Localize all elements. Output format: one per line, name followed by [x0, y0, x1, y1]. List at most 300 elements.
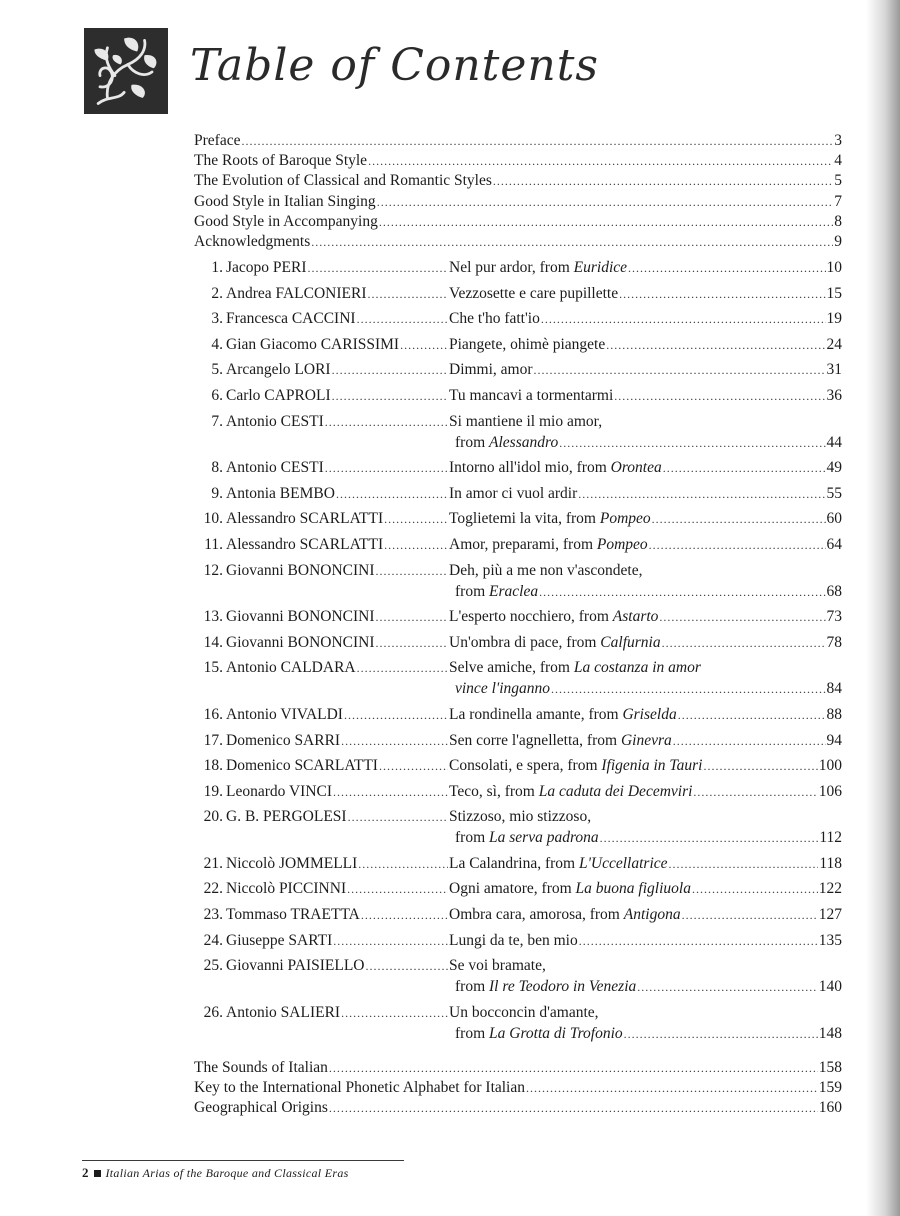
aria-title [449, 730, 672, 751]
aria-number: 16. [203, 705, 223, 723]
entry-label: Key to the International Phonetic Alphabet for Italian [194, 1079, 525, 1097]
aria-number: 19. [203, 782, 223, 800]
back-matter-list [194, 1058, 842, 1119]
aria-title [449, 508, 651, 529]
composer-name: Domenico SCARLATTI [226, 757, 378, 775]
entry-page: 159 [818, 1079, 842, 1097]
aria-title [449, 457, 662, 478]
dot-leader [606, 335, 825, 356]
aria-source-opera: Eraclea [489, 582, 539, 600]
composer-cell [226, 534, 449, 556]
aria-number: 22. [203, 880, 223, 898]
composer-name: Antonio VIVALDI [226, 705, 343, 723]
composer-name: Giovanni BONONCINI [226, 608, 375, 626]
aria-title-text: La Calandrina, from [449, 854, 579, 872]
composer-name: Alessandro SCARLATTI [226, 535, 384, 553]
composer-cell [226, 283, 449, 305]
aria-source-opera: vince l'inganno [455, 680, 550, 698]
aria-entry[interactable] [194, 560, 842, 602]
dot-leader [579, 931, 818, 952]
aria-title-text: Un bocconcin d'amante, [449, 1003, 599, 1021]
dot-leader [384, 509, 448, 530]
aria-entry[interactable] [194, 411, 842, 453]
aria-source-opera: La Grotta di Trofonio [489, 1024, 623, 1042]
dot-leader [341, 1003, 448, 1024]
aria-entry[interactable] [194, 930, 842, 951]
aria-number: 12. [203, 561, 223, 579]
dot-leader [682, 905, 818, 926]
aria-entry[interactable] [194, 632, 842, 653]
aria-number: 1. [211, 259, 223, 276]
composer-name: Antonio CESTI [226, 412, 324, 430]
aria-entry[interactable] [194, 334, 842, 355]
entry-page: 9 [834, 232, 842, 250]
dot-leader [357, 309, 448, 330]
toc-entry-good-style-singing[interactable] [194, 192, 842, 212]
aria-number: 2. [211, 284, 223, 302]
aria-title-text: Sen corre l'agnelletta, from [449, 731, 621, 749]
aria-page: 100 [818, 757, 842, 775]
aria-entry[interactable] [194, 904, 842, 925]
composer-cell [226, 704, 449, 726]
aria-title [449, 560, 642, 581]
entry-page: 3 [834, 132, 842, 149]
aria-number: 8. [211, 459, 223, 477]
aria-title-text: Un'ombra di pace, from [449, 633, 601, 651]
aria-title-cell [449, 955, 842, 976]
dot-leader [600, 828, 819, 849]
dot-leader [344, 705, 448, 726]
dot-leader [637, 977, 817, 998]
aria-title-text: L'esperto nocchiero, from [449, 608, 613, 626]
aria-source-opera: Orontea [610, 459, 662, 477]
dot-leader [551, 679, 826, 700]
aria-title-cell [449, 755, 842, 777]
aria-source-opera: Antigona [623, 906, 681, 924]
entry-page: 8 [834, 212, 842, 230]
dot-leader [336, 484, 448, 505]
aria-number: 25. [203, 957, 223, 975]
aria-number: 13. [203, 608, 223, 626]
aria-page: 60 [826, 510, 842, 528]
aria-title-text: Lungi da te, ben mio [449, 931, 578, 949]
footer-page-number: 2 [82, 1165, 89, 1180]
composer-name: Niccolò JOMMELLI [226, 854, 358, 872]
aria-title-text: Si mantiene il mio amor, [449, 412, 603, 430]
dot-leader [649, 535, 826, 556]
dot-leader [541, 309, 826, 330]
composer-cell [226, 930, 449, 952]
ornament-logo [84, 28, 168, 114]
aria-title-text: Amor, preparami, from [449, 535, 597, 553]
aria-number: 10. [203, 510, 223, 528]
aria-entry[interactable] [194, 308, 842, 329]
aria-title-text: Stizzoso, mio stizzoso, [449, 808, 592, 826]
dot-leader [325, 458, 448, 479]
aria-source-opera: Ginevra [620, 731, 672, 749]
aria-source-opera: Astarto [612, 608, 659, 626]
dot-leader [614, 386, 825, 407]
aria-title [449, 385, 613, 406]
aria-entry[interactable] [194, 483, 842, 504]
front-matter-list [194, 131, 842, 252]
aria-title-text: Vezzosette e care pupillette [449, 284, 619, 302]
aria-title [449, 657, 701, 678]
dot-leader [333, 782, 448, 803]
aria-title-continuation [455, 678, 842, 700]
composer-name: Alessandro SCARLATTI [226, 510, 384, 528]
aria-title-cell [449, 853, 842, 875]
aria-entry[interactable] [194, 508, 842, 529]
aria-source-opera: La buona figliuola [575, 880, 691, 898]
entry-page: 7 [834, 192, 842, 210]
aria-page: 106 [818, 782, 842, 800]
dot-leader [379, 756, 448, 777]
aria-title-cont [455, 432, 558, 453]
aria-title-cell [449, 385, 842, 407]
aria-source-opera: La costanza in amor [573, 659, 701, 677]
aria-title-continuation [455, 827, 842, 849]
aria-title [449, 359, 533, 380]
composer-cell [226, 457, 449, 479]
aria-source-opera: Ifigenia in Tauri [601, 757, 703, 775]
composer-name: Antonia BEMBO [226, 484, 335, 502]
composer-name: Arcangelo LORI [226, 361, 331, 379]
aria-page: 122 [818, 880, 842, 898]
aria-entry[interactable] [194, 385, 842, 406]
aria-title-cont [455, 1023, 623, 1044]
aria-title [449, 483, 577, 504]
toc-entry-good-style-accompanying[interactable] [194, 212, 842, 232]
composer-name: Giuseppe SARTI [226, 931, 333, 949]
aria-number: 26. [203, 1003, 223, 1021]
dot-leader [526, 1078, 818, 1098]
aria-title-cont [455, 827, 599, 848]
entry-label: Good Style in Accompanying [194, 212, 378, 230]
aria-list [194, 257, 842, 1048]
aria-number: 17. [203, 731, 223, 749]
scan-edge-shadow [866, 0, 900, 1216]
aria-page: 118 [819, 854, 842, 872]
footer-book-title: Italian Arias of the Baroque and Classical Eras [105, 1165, 349, 1180]
aria-title-cell [449, 930, 842, 952]
aria-title-cell [449, 334, 842, 356]
dot-leader [534, 360, 826, 381]
aria-number: 18. [203, 757, 223, 775]
aria-title-cell [449, 457, 842, 479]
aria-source-opera: La serva padrona [489, 829, 599, 847]
aria-number: 21. [203, 854, 223, 872]
dot-leader [703, 756, 817, 777]
dot-leader [341, 731, 448, 752]
entry-label: Preface [194, 132, 241, 149]
aria-title [449, 411, 602, 432]
composer-cell [226, 1002, 449, 1024]
composer-cell [226, 904, 449, 926]
aria-page: 127 [818, 906, 842, 924]
aria-entry[interactable] [194, 657, 842, 699]
aria-page: 10 [826, 259, 842, 276]
aria-title-cont [455, 581, 538, 602]
aria-title-cell [449, 606, 842, 628]
aria-page: 148 [818, 1024, 842, 1042]
aria-title-text: Dimmi, amor [449, 361, 533, 379]
composer-cell [226, 508, 449, 530]
composer-name: Niccolò PICCINNI [226, 880, 347, 898]
aria-entry[interactable] [194, 755, 842, 776]
aria-title-cell [449, 411, 842, 432]
aria-cont-text: from [455, 1024, 490, 1042]
composer-cell [226, 560, 449, 582]
aria-title-cell [449, 283, 842, 305]
aria-page: 36 [826, 386, 842, 404]
aria-cont-text: from [455, 433, 490, 451]
entry-label: The Evolution of Classical and Romantic Styles [194, 172, 492, 190]
aria-title-cell [449, 878, 842, 900]
aria-title [449, 878, 691, 899]
aria-title-text: Ogni amatore, from [449, 880, 576, 898]
aria-entry[interactable] [194, 534, 842, 555]
aria-title-cell [449, 257, 842, 279]
toc-entry-preface[interactable] [194, 131, 842, 151]
aria-title [449, 606, 658, 627]
composer-name: Francesca CACCINI [226, 310, 356, 328]
composer-name: Antonio SALIERI [226, 1003, 341, 1021]
aria-title-cell [449, 904, 842, 926]
aria-title [449, 632, 661, 653]
aria-title-text: Ombra cara, amorosa, from [449, 906, 624, 924]
aria-number: 23. [203, 906, 223, 924]
aria-title [449, 904, 681, 925]
aria-entry[interactable] [194, 606, 842, 627]
aria-number: 9. [211, 484, 223, 502]
composer-cell [226, 730, 449, 752]
aria-title-text: Piangete, ohimè piangete [449, 335, 606, 353]
aria-title-continuation [455, 581, 842, 603]
aria-number: 5. [211, 361, 223, 379]
aria-number: 14. [203, 633, 223, 651]
composer-cell [226, 657, 449, 679]
aria-page: 55 [826, 484, 842, 502]
aria-title-cell [449, 781, 842, 803]
toc-entry-ipa-key[interactable] [194, 1078, 842, 1098]
aria-title [449, 1002, 599, 1023]
dot-leader [678, 705, 826, 726]
composer-cell [226, 483, 449, 505]
aria-source-opera: Griselda [622, 705, 677, 723]
aria-number: 15. [203, 659, 223, 677]
aria-entry[interactable] [194, 955, 842, 997]
dot-leader [348, 807, 448, 828]
aria-entry[interactable] [194, 878, 842, 899]
aria-title-cell [449, 359, 842, 381]
composer-name: Gian Giacomo CARISSIMI [226, 335, 400, 353]
composer-cell [226, 257, 449, 279]
aria-title-continuation [455, 432, 842, 454]
aria-source-opera: Euridice [573, 259, 628, 276]
composer-cell [226, 308, 449, 330]
leaf-ornament-icon [87, 31, 165, 111]
dot-leader [669, 854, 819, 875]
entry-label: The Roots of Baroque Style [194, 152, 368, 170]
aria-number: 11. [204, 535, 223, 553]
aria-source-opera: La caduta dei Decemviri [538, 782, 693, 800]
aria-title-cont [455, 678, 550, 699]
aria-page: 78 [826, 633, 842, 651]
aria-source-opera: Il re Teodoro in Venezia [489, 978, 637, 996]
composer-name: Tommaso TRAETTA [226, 906, 360, 924]
aria-entry[interactable] [194, 257, 842, 278]
aria-number: 6. [211, 386, 223, 404]
dot-leader [659, 607, 825, 628]
aria-title-cell [449, 704, 842, 726]
dot-leader [367, 284, 448, 305]
dot-leader [400, 335, 448, 356]
composer-cell [226, 632, 449, 654]
aria-page: 140 [818, 978, 842, 996]
aria-entry[interactable] [194, 283, 842, 304]
aria-page: 24 [826, 335, 842, 353]
aria-title-text: Toglietemi la vita, from [449, 510, 600, 528]
aria-entry[interactable] [194, 730, 842, 751]
aria-title [449, 755, 702, 776]
aria-cont-text: from [455, 978, 490, 996]
aria-title [449, 283, 618, 304]
aria-number: 4. [211, 335, 223, 353]
composer-cell [226, 755, 449, 777]
aria-title [449, 955, 546, 976]
aria-title-text: Deh, più a me non v'ascondete, [449, 561, 643, 579]
dot-leader [311, 232, 833, 252]
aria-title-text: La rondinella amante, from [449, 705, 623, 723]
dot-leader [624, 1024, 818, 1045]
dot-leader [329, 1058, 818, 1078]
dot-leader [673, 731, 826, 752]
aria-entry[interactable] [194, 806, 842, 848]
aria-title-text: Intorno all'idol mio, from [449, 459, 611, 477]
page-footer [82, 1160, 404, 1181]
composer-cell [226, 781, 449, 803]
composer-name: Giovanni BONONCINI [226, 561, 375, 579]
composer-name: Antonio CALDARA [226, 659, 356, 677]
composer-name: Carlo CAPROLI [226, 386, 331, 404]
aria-title [449, 534, 648, 555]
square-bullet-icon [94, 1170, 101, 1177]
aria-entry[interactable] [194, 457, 842, 478]
aria-page: 31 [826, 361, 842, 379]
dot-leader [663, 458, 826, 479]
aria-page: 19 [826, 310, 842, 328]
composer-name: Giovanni PAISIELLO [226, 957, 365, 975]
entry-page: 4 [834, 152, 842, 170]
aria-source-opera: Pompeo [599, 510, 651, 528]
composer-cell [226, 606, 449, 628]
toc-entry-geographical-origins[interactable] [194, 1098, 842, 1118]
aria-title [449, 257, 627, 278]
composer-cell [226, 955, 449, 977]
dot-leader [662, 633, 826, 654]
dot-leader [332, 360, 448, 381]
composer-name: Leonardo VINCI [226, 782, 333, 800]
aria-title-cell [449, 560, 842, 581]
dot-leader [376, 607, 448, 628]
aria-page: 112 [819, 829, 842, 847]
aria-title-cell [449, 806, 842, 827]
aria-title-text: Selve amiche, from [449, 659, 574, 677]
aria-title-cell [449, 483, 842, 505]
aria-title-text: In amor ci vuol ardir [449, 484, 578, 502]
aria-entry[interactable] [194, 704, 842, 725]
composer-cell [226, 853, 449, 875]
aria-number: 24. [203, 931, 223, 949]
aria-number: 3. [211, 310, 223, 328]
dot-leader [361, 905, 448, 926]
dot-leader [693, 782, 817, 803]
dot-leader [578, 484, 825, 505]
entry-page: 160 [818, 1099, 842, 1117]
composer-cell [226, 806, 449, 828]
toc-entry-sounds-of-italian[interactable] [194, 1058, 842, 1078]
aria-entry[interactable] [194, 359, 842, 380]
aria-page: 88 [826, 705, 842, 723]
entry-label: The Sounds of Italian [194, 1059, 328, 1076]
toc-entry-evolution-of-styles[interactable] [194, 171, 842, 191]
aria-title-cont [455, 976, 636, 997]
entry-label: Geographical Origins [194, 1099, 328, 1117]
aria-page: 94 [826, 731, 842, 749]
dot-leader [347, 879, 448, 900]
toc-entry-roots-of-baroque-style[interactable] [194, 151, 842, 171]
dot-leader [376, 633, 448, 654]
dot-leader [377, 192, 834, 212]
dot-leader [619, 284, 825, 305]
aria-title-cell [449, 534, 842, 556]
aria-title-text: Nel pur ardor, from [449, 259, 574, 276]
aria-title-text: Che t'ho fatt'io [449, 310, 540, 328]
dot-leader [559, 433, 825, 454]
aria-number: 20. [203, 808, 223, 826]
aria-source-opera: Alessandro [489, 433, 559, 451]
composer-name: Domenico SARRI [226, 731, 341, 749]
aria-title-continuation [455, 1023, 842, 1045]
toc-entry-acknowledgments[interactable] [194, 232, 842, 252]
dot-leader [358, 854, 448, 875]
aria-entry[interactable] [194, 781, 842, 802]
entry-page: 158 [818, 1059, 842, 1076]
entry-page: 5 [834, 172, 842, 190]
dot-leader [493, 171, 833, 191]
aria-entry[interactable] [194, 853, 842, 874]
aria-number: 7. [211, 412, 223, 430]
composer-name: G. B. PERGOLESI [226, 808, 347, 826]
aria-page: 49 [826, 459, 842, 477]
composer-name: Giovanni BONONCINI [226, 633, 375, 651]
aria-title [449, 308, 540, 329]
composer-cell [226, 878, 449, 900]
aria-entry[interactable] [194, 1002, 842, 1044]
aria-title [449, 334, 605, 355]
aria-cont-text: from [455, 829, 490, 847]
dot-leader [628, 258, 825, 279]
entry-label: Good Style in Italian Singing [194, 192, 376, 210]
dot-leader [332, 386, 448, 407]
aria-title [449, 781, 692, 802]
dot-leader [357, 658, 448, 679]
aria-page: 84 [826, 680, 842, 698]
aria-source-opera: L'Uccellatrice [578, 854, 668, 872]
dot-leader [379, 212, 833, 232]
aria-title [449, 704, 677, 725]
